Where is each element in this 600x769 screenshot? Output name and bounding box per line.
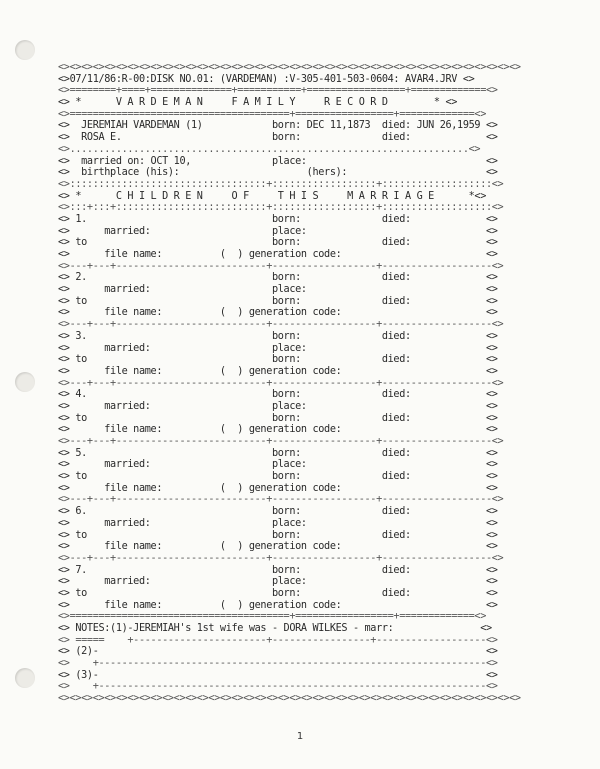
children-separator-top: <>::::::::::::::::::::::::::::::::::+::::::::::::::::::+:::::::::::::::::::<>: [58, 178, 504, 190]
notes-underline-2: <> +-------------------------------------------------------------------<>: [58, 658, 498, 670]
child-separator: <>---+---+--------------------------+------------------+-------------------<>: [58, 260, 504, 272]
husband-line: <> JEREMIAH VARDEMAN (1) born: DEC 11,1873 died: JUN 26,1959 <>: [58, 120, 498, 132]
punch-hole-top: [15, 40, 35, 60]
child-1-line: <> 1. born: died: <>: [58, 213, 498, 225]
married-on-line: <> married on: OCT 10, place: <>: [58, 155, 498, 167]
child-6-file-name: <> file name: ( ) generation code: <>: [58, 541, 498, 553]
child-4-line: <> 4. born: died: <>: [58, 389, 498, 401]
child-6-spouse: <> to born: died: <>: [58, 529, 498, 541]
child-2-file-name: <> file name: ( ) generation code: <>: [58, 307, 498, 319]
punch-hole-bottom: [15, 668, 35, 688]
birthplace-line: <> birthplace (his): (hers): <>: [58, 167, 498, 179]
child-separator: <>---+---+--------------------------+------------------+-------------------<>: [58, 436, 504, 447]
page-number: 1: [296, 731, 304, 742]
child-2-spouse: <> to born: died: <>: [58, 295, 498, 307]
child-5-spouse: <> to born: died: <>: [58, 471, 498, 483]
child-7-spouse: <> to born: died: <>: [58, 587, 498, 599]
child-2-married: <> married: place: <>: [58, 284, 498, 296]
child-1-spouse: <> to born: died: <>: [58, 237, 498, 249]
notes-underline-3: <> +-------------------------------------------------------------------<>: [58, 681, 498, 693]
record-title: <> * V A R D E M A N F A M I L Y R E C O R D * <>: [58, 97, 458, 109]
form-border-top: <><><><><><><><><><><><><><><><><><><><><><><><><><><><><><><><><><><><><><><><>: [58, 62, 521, 73]
child-7-married: <> married: place: <>: [58, 576, 498, 588]
header-separator: <>========+====+==============+===========+=================+=============<>: [58, 85, 498, 97]
notes-separator: <>======================================+=================+=============<>: [58, 611, 486, 623]
family-record-form: [58, 62, 578, 705]
notes-underline-1: <> ===== +-----------------------+-----------------+-------------------<>: [58, 634, 498, 646]
children-separator-bottom: <>:::+:::+::::::::::::::::::::::::::+::::::::::::::::::+:::::::::::::::::::<>: [58, 202, 504, 214]
header-file-info: <>07/11/86:R-00:DISK NO.01: (VARDEMAN) :V-305-401-503-0604: AVAR4.JRV <>: [58, 73, 475, 85]
child-5-line: <> 5. born: died: <>: [58, 447, 498, 459]
notes-line-1: <> NOTES:(1)-JEREMIAH's 1st wife was - DORA WILKES - marr: <>: [58, 623, 492, 634]
child-separator: <>---+---+--------------------------+------------------+-------------------<>: [58, 552, 504, 564]
child-5-file-name: <> file name: ( ) generation code: <>: [58, 482, 498, 494]
dotted-separator: <>.....................................................................<>: [58, 143, 481, 155]
child-3-line: <> 3. born: died: <>: [58, 330, 498, 342]
title-separator: <>======================================+=================+=============<>: [58, 108, 486, 120]
wife-line: <> ROSA E. born: died: <>: [58, 132, 498, 144]
child-5-married: <> married: place: <>: [58, 459, 498, 471]
child-3-married: <> married: place: <>: [58, 342, 498, 354]
child-2-line: <> 2. born: died: <>: [58, 272, 498, 284]
child-4-spouse: <> to born: died: <>: [58, 412, 498, 424]
child-1-file-name: <> file name: ( ) generation code: <>: [58, 249, 498, 260]
child-3-spouse: <> to born: died: <>: [58, 354, 498, 366]
notes-line-3: <> (3)- <>: [58, 669, 498, 681]
child-separator: <>---+---+--------------------------+------------------+-------------------<>: [58, 377, 504, 389]
child-separator: <>---+---+--------------------------+------------------+-------------------<>: [58, 494, 504, 506]
child-4-married: <> married: place: <>: [58, 400, 498, 412]
child-3-file-name: <> file name: ( ) generation code: <>: [58, 365, 498, 377]
form-border-bottom: <><><><><><><><><><><><><><><><><><><><><><><><><><><><><><><><><><><><><><><><>: [58, 693, 521, 705]
child-6-married: <> married: place: <>: [58, 517, 498, 529]
punch-hole-middle: [15, 372, 35, 392]
children-title: <> * C H I L D R E N O F T H I S M A R R I A G E *<>: [58, 190, 486, 202]
child-4-file-name: <> file name: ( ) generation code: <>: [58, 424, 498, 436]
child-7-line: <> 7. born: died: <>: [58, 564, 498, 576]
child-6-line: <> 6. born: died: <>: [58, 506, 498, 518]
notes-line-2: <> (2)- <>: [58, 646, 498, 658]
child-1-married: <> married: place: <>: [58, 225, 498, 237]
child-7-file-name: <> file name: ( ) generation code: <>: [58, 599, 498, 611]
child-separator: <>---+---+--------------------------+------------------+-------------------<>: [58, 319, 504, 331]
